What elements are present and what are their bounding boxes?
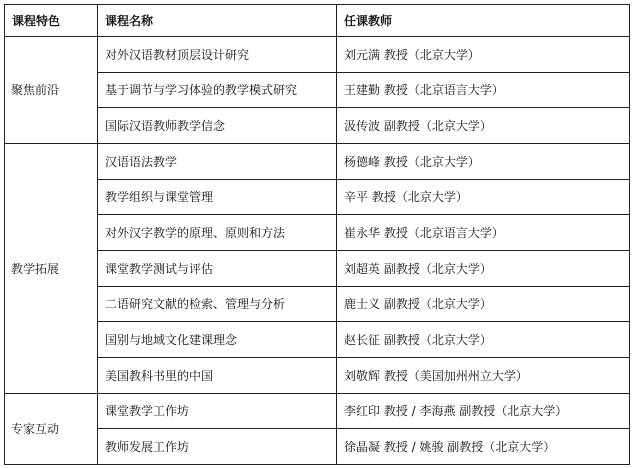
teacher-cell: 赵长征 副教授（北京大学） [337,322,630,358]
teacher-cell: 刘超英 副教授（北京大学） [337,250,630,286]
table-row [5,179,630,215]
header-teacher: 任课教师 [337,5,630,37]
course-feature-cell: 聚焦前沿 [5,37,98,144]
table-row [5,108,630,144]
course-name-cell: 教学组织与课堂管理 [98,179,337,215]
course-name-cell: 汉语语法教学 [98,143,337,179]
teacher-cell: 崔永华 教授（北京语言大学） [337,215,630,251]
header-row [5,5,630,37]
header-course-name: 课程名称 [98,5,337,37]
teacher-cell: 王建勤 教授（北京语言大学） [337,72,630,108]
course-name-cell: 教师发展工作坊 [98,429,337,465]
table-row [5,286,630,322]
table-row [5,72,630,108]
course-feature-cell: 专家互动 [5,393,98,464]
course-name-cell: 对外汉语教材顶层设计研究 [98,37,337,73]
course-name-cell: 基于调节与学习体验的教学模式研究 [98,72,337,108]
course-name-cell: 课堂教学测试与评估 [98,250,337,286]
table-row [5,429,630,465]
teacher-cell: 刘元满 教授（北京大学） [337,37,630,73]
teacher-cell: 徐晶凝 教授 / 姚骏 副教授（北京大学） [337,429,630,465]
course-name-cell: 对外汉字教学的原理、原则和方法 [98,215,337,251]
course-name-cell: 国际汉语教师教学信念 [98,108,337,144]
table-row [5,357,630,393]
course-feature-cell: 教学拓展 [5,143,98,393]
table-row [5,37,630,73]
course-table [4,4,630,465]
teacher-cell: 汲传波 副教授（北京大学） [337,108,630,144]
teacher-cell: 鹿士义 副教授（北京大学） [337,286,630,322]
header-course-feature: 课程特色 [5,5,98,37]
course-name-cell: 二语研究文献的检索、管理与分析 [98,286,337,322]
course-name-cell: 美国教科书里的中国 [98,357,337,393]
table-row [5,393,630,429]
table-row [5,250,630,286]
table-row [5,143,630,179]
teacher-cell: 刘敬辉 教授（美国加州州立大学） [337,357,630,393]
course-name-cell: 国别与地域文化建课理念 [98,322,337,358]
course-name-cell: 课堂教学工作坊 [98,393,337,429]
table-row [5,215,630,251]
table-row [5,322,630,358]
teacher-cell: 杨德峰 教授（北京大学） [337,143,630,179]
teacher-cell: 李红印 教授 / 李海燕 副教授（北京大学） [337,393,630,429]
teacher-cell: 辛平 教授（北京大学） [337,179,630,215]
